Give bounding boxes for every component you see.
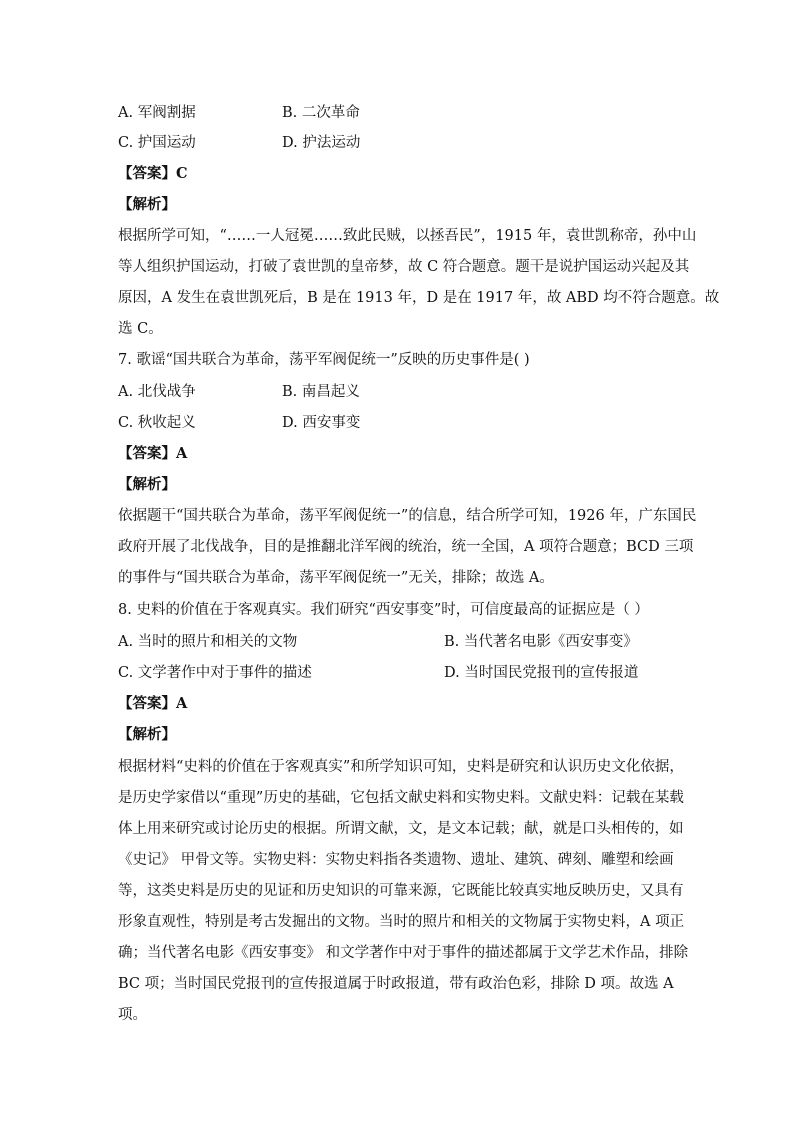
q6-option-a: A. 军阀割据 (118, 105, 196, 121)
q8-answer: 【答案】A (118, 695, 188, 712)
q8-analysis-line: 形象直观性，特别是考古发掘出的文物。当时的照片和相关的文物属于实物史料，A 项正 (118, 914, 685, 930)
q7-analysis-line: 的事件与“国共联合为革命，荡平军阀促统一”无关，排除；故选 A。 (118, 570, 554, 586)
q7-analysis-label: 【解析】 (118, 476, 176, 493)
q8-analysis-label: 【解析】 (118, 726, 176, 743)
q6-analysis-line: 等人组织护国运动，打破了袁世凯的皇帝梦，故 C 符合题意。题干是说护国运动兴起及其 (118, 259, 690, 275)
q8-analysis-line: 体上用来研究或讨论历史的根据。所谓文献，文，是文本记载；献，就是口头相传的，如 (118, 821, 684, 837)
q6-analysis-label: 【解析】 (118, 196, 176, 213)
q7-answer: 【答案】A (118, 445, 188, 462)
q7-option-b: B. 南昌起义 (282, 384, 360, 400)
q8-option-b: B. 当代著名电影《西安事变》 (444, 634, 638, 650)
q6-option-b: B. 二次革命 (282, 105, 360, 121)
q7-option-a: A. 北伐战争 (118, 384, 196, 400)
q8-option-a: A. 当时的照片和相关的文物 (118, 634, 298, 650)
q8-analysis-line: 等，这类史料是历史的见证和历史知识的可靠来源，它既能比较真实地反映历史，又具有 (118, 883, 684, 899)
q7-analysis-line: 依据题干“国共联合为革命，荡平军阀促统一”的信息，结合所学可知，1926 年，广东国民 (118, 508, 697, 524)
q8-analysis-line: 确；当代著名电影《西安事变》 和文学著作中对于事件的描述都属于文学艺术作品，排除 (118, 945, 689, 961)
q6-analysis-line: 原因，A 发生在袁世凯死后，B 是在 1913 年，D 是在 1917 年，故 ABD 均不符合题意。故 (118, 290, 720, 306)
q7-stem: 7. 歌谣“国共联合为革命，荡平军阀促统一”反映的历史事件是( ) (118, 352, 530, 368)
q8-analysis-line: 《史记》 甲骨文等。实物史料：实物史料指各类遗物、遗址、建筑、碑刻、雕塑和绘画 (118, 852, 674, 868)
q8-analysis-line: 是历史学家借以“重现”历史的基础，它包括文献史料和实物史料。文献史料：记载在某载 (118, 790, 684, 806)
q8-analysis-line: BC 项；当时国民党报刊的宣传报道属于时政报道，带有政治色彩，排除 D 项。故选 A (118, 976, 674, 992)
q8-analysis-line: 根据材料“史料的价值在于客观真实”和所学知识可知，史料是研究和认识历史文化依据， (118, 759, 684, 775)
q6-analysis-line: 选 C。 (118, 321, 163, 337)
q7-option-d: D. 西安事变 (282, 415, 361, 431)
q7-option-c: C. 秋收起义 (118, 415, 196, 431)
q6-analysis-line: 根据所学可知，“……一人冠冕……致此民贼，以拯吾民”，1915 年，袁世凯称帝，孙中山 (118, 228, 697, 244)
q8-analysis-line: 项。 (118, 1007, 147, 1023)
q8-option-d: D. 当时国民党报刊的宣传报道 (444, 665, 639, 681)
q6-answer: 【答案】C (118, 165, 188, 182)
q7-analysis-line: 政府开展了北伐战争，目的是推翻北洋军阀的统治，统一全国，A 项符合题意；BCD 三项 (118, 539, 694, 555)
q8-stem: 8. 史料的价值在于客观真实。我们研究“西安事变”时，可信度最高的证据应是（ ） (118, 602, 649, 618)
q8-option-c: C. 文学著作中对于事件的描述 (118, 665, 312, 681)
q6-option-d: D. 护法运动 (282, 135, 361, 151)
q6-option-c: C. 护国运动 (118, 135, 196, 151)
